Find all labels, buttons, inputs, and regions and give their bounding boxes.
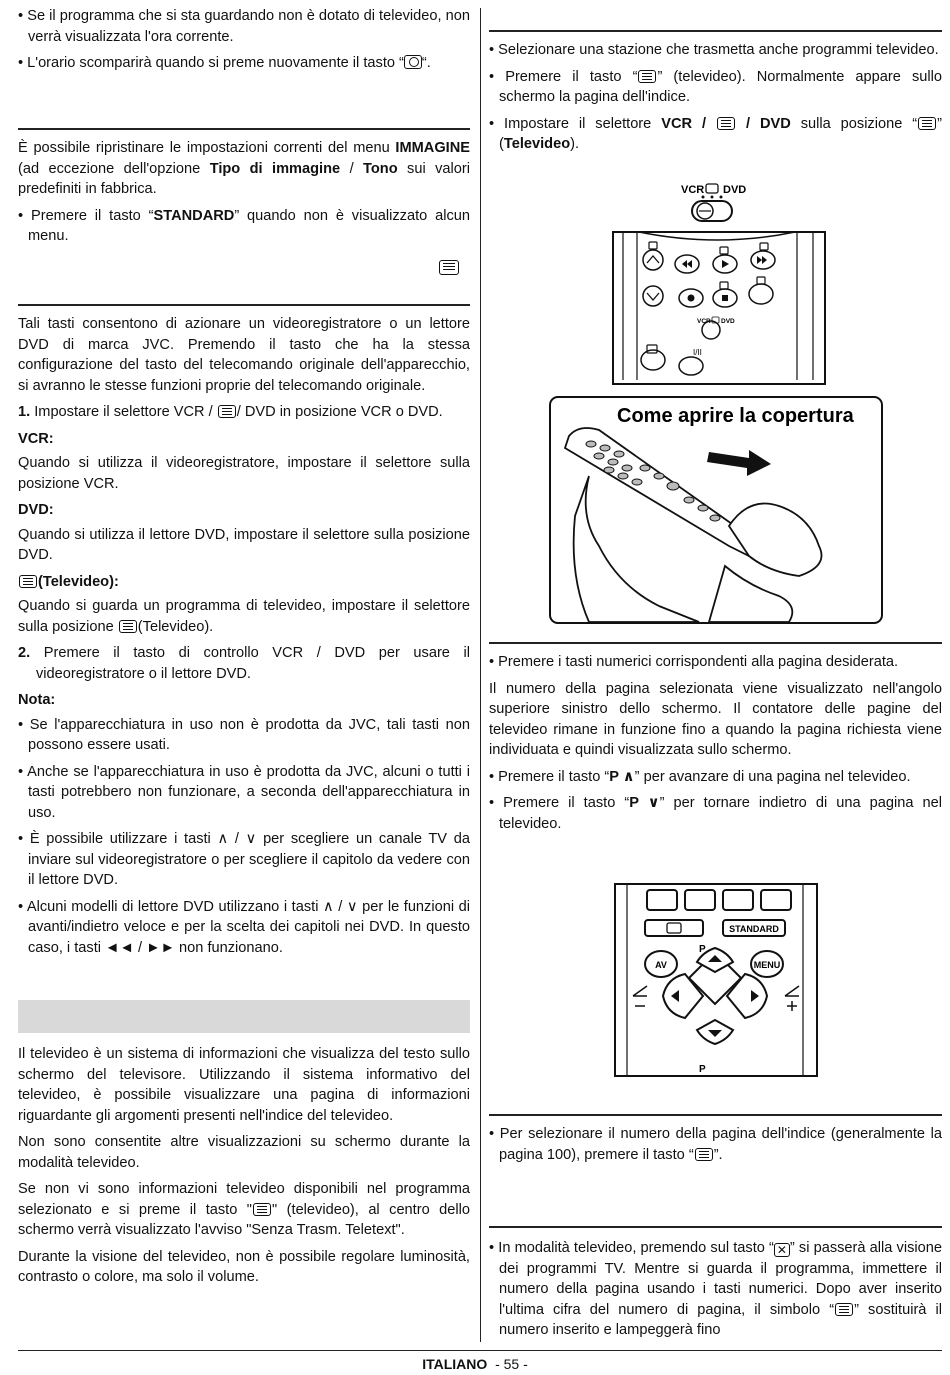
standard-reset-section	[18, 138, 470, 253]
teletext-icon	[119, 620, 137, 633]
section-divider	[489, 1226, 942, 1228]
teletext-step-3: • Impostare il selettore VCR / / DVD sulla posizione “ ” (Televideo).	[489, 115, 943, 152]
vcr-heading: VCR:	[18, 430, 54, 447]
clock-note-2: • L'orario scomparirà quando si preme nuovamente il tasto “ “.	[18, 55, 431, 71]
section-divider	[18, 304, 470, 306]
index-icon	[695, 1148, 713, 1161]
down-button	[643, 286, 663, 306]
vcr-label: VCR	[681, 184, 705, 196]
column-divider	[480, 8, 481, 1342]
teletext-heading: (Televideo):	[18, 572, 470, 593]
clock-note-1: • Se il programma che si sta guardando non è dotato di televideo, non verrà visualizzata l'ora corrente.	[18, 8, 470, 45]
section-header-band	[18, 1000, 470, 1033]
page-down-step: • Premere il tasto “P ∨” per tornare indietro di una pagina nel televideo.	[489, 795, 942, 832]
dvd-label-small: DVD	[721, 318, 735, 325]
teletext-icon	[638, 70, 656, 83]
teletext-intro-4: Durante la visione del televideo, non è possibile regolare luminosità, contrasto o colore, ma solo il volume.	[18, 1248, 470, 1285]
vcr-text: Quando si utilizza il videoregistratore, impostare il selettore sulla posizione VCR.	[18, 455, 470, 492]
note-bullet-2: • Anche se l'apparecchiatura in uso è prodotta da JVC, alcuni o tutti i tasti potrebbero non funzionare, a seconda dell'apparecchiatura in uso.	[18, 763, 470, 821]
note-bullet-1: • Se l'apparecchiatura in uso non è prodotta da JVC, tali tasti non possono essere usati.	[18, 716, 470, 753]
step-1: 1. Impostare il selettore VCR / / DVD in posizione VCR o DVD.	[18, 404, 443, 420]
index-section	[489, 1124, 942, 1171]
teletext-icon	[706, 184, 718, 193]
dvd-heading: DVD:	[18, 502, 54, 518]
clock-notes	[18, 6, 470, 80]
vcr-label-small: VCR	[697, 318, 711, 325]
teletext-icon	[439, 260, 459, 275]
standby-button	[749, 284, 773, 304]
cancel-icon: ✕	[774, 1243, 790, 1257]
note-heading: Nota:	[18, 692, 56, 708]
teletext-icon	[218, 405, 236, 418]
standard-bullet: • Premere il tasto “STANDARD” quando non è visualizzato alcun menu.	[18, 207, 470, 244]
teletext-text: Quando si guarda un programma di televideo, impostare il selettore sulla posizione (Televideo).	[18, 598, 470, 635]
page-select-section	[489, 652, 942, 840]
teletext-icon	[253, 1203, 271, 1216]
dvd-label: DVD	[723, 184, 747, 196]
page-counter-text: Il numero della pagina selezionata viene visualizzato nell'angolo superiore sinistro dello schermo. Il contatore delle pagine del televideo rimane in funzione fino a quando la pagina richiesta viene individuata e quindi visualizzata sullo schermo.	[489, 680, 942, 758]
step-2: 2. Premere il tasto di controllo VCR / DVD per usare il videoregistratore o il lettore DVD.	[18, 645, 470, 682]
color-button-green	[685, 890, 715, 910]
section-divider	[489, 30, 942, 32]
color-button-red	[647, 890, 677, 910]
clock-icon	[404, 55, 422, 69]
teletext-on-section	[489, 40, 942, 161]
i-ii-label: I/II	[693, 348, 702, 357]
color-button-yellow	[723, 890, 753, 910]
teletext-icon	[717, 117, 735, 130]
jvc-intro: Tali tasti consentono di azionare un videoregistratore o un lettore DVD di marca JVC. Premendo il tasto che ha la stessa configurazione del tasto del telecomando originale dell'apparecchio, si avranno le stesse funzioni proprie del telecomando originale.	[18, 316, 470, 394]
page-up-step: • Premere il tasto “P ∧” per avanzare di una pagina nel televideo.	[489, 768, 911, 785]
teletext-step-1: • Selezionare una stazione che trasmetta anche programmi televideo.	[489, 42, 939, 58]
tv-mode-section	[489, 1238, 942, 1347]
av-label: AV	[655, 960, 667, 970]
section-divider	[489, 1114, 942, 1116]
teletext-intro-3: Se non vi sono informazioni televideo disponibili nel programma selezionato e si preme il tasto " " (televideo), al centro dello schermo verrà visualizzato l'avviso "Senza Trasm. Teletext".	[18, 1181, 471, 1238]
footer-divider	[18, 1350, 942, 1351]
section-divider	[489, 642, 942, 644]
dvd-text: Quando si utilizza il lettore DVD, impostare il selettore sulla posizione DVD.	[18, 526, 470, 563]
teletext-icon	[835, 1303, 853, 1316]
p-up-label: P	[699, 944, 706, 955]
index-step: • Per selezionare il numero della pagina dell'indice (generalmente la pagina 100), premere il tasto “ ”.	[489, 1126, 942, 1163]
color-button-blue	[761, 890, 791, 910]
selector-remote-figure	[609, 180, 829, 386]
note-bullet-3: • È possibile utilizzare i tasti ∧ / ∨ per scegliere un canale TV da inviare sul videoregistratore o per scegliere il capitolo da vedere con il lettore DVD.	[18, 831, 470, 888]
teletext-intro-2: Non sono consentite altre visualizzazioni su schermo durante la modalità televideo.	[18, 1134, 470, 1171]
menu-label: MENU	[753, 960, 781, 970]
teletext-icon	[918, 117, 936, 130]
section-divider	[18, 128, 470, 130]
up-button	[643, 250, 663, 270]
figure-caption: Come aprire la copertura	[617, 405, 854, 427]
teletext-intro-section	[18, 1044, 470, 1294]
p-down-label: P	[699, 1064, 706, 1075]
tv-mode-step: • In modalità televideo, premendo sul tasto “ ✕ ” si passerà alla visione dei programmi TV. Mentre si guarda il programma, immettere il numero della pagina usando i tasti numerici. Dopo aver inserito l'ultima cifra del numero di pagina, il simbolo “ ” sostituirà il numero inserito e lampeggerà fino	[489, 1240, 942, 1338]
teletext-intro-1: Il televideo è un sistema di informazioni che visualizza del testo sullo schermo del televisore. Utilizzando il sistema informativo del televideo, è possibile visualizzare una pagina di informazioni riguardante gli argomenti presenti nell'indice del televideo.	[18, 1046, 470, 1124]
i-ii-button	[679, 357, 703, 375]
navigation-remote-figure	[613, 882, 819, 1078]
note-bullet-4: • Alcuni modelli di lettore DVD utilizzano i tasti ∧ / ∨ per le funzioni di avanti/indietro veloce e per la scelta dei capitoli nei DVD. In questo caso, i tasti ◄◄ / ►► non funzionano.	[18, 898, 470, 956]
standard-label: STANDARD	[729, 924, 779, 934]
teletext-icon	[19, 575, 37, 588]
page-step-1: • Premere i tasti numerici corrispondenti alla pagina desiderata.	[489, 654, 899, 670]
jvc-control-section	[18, 314, 470, 964]
standard-reset-text: È possibile ripristinare le impostazioni correnti del menu IMMAGINE (ad eccezione dell'opzione Tipo di immagine / Tono sui valori predefiniti in fabbrica.	[18, 140, 470, 197]
open-cover-figure	[549, 396, 883, 624]
page-footer: ITALIANO - 55 -	[422, 1356, 528, 1372]
teletext-step-2: • Premere il tasto “ ” (televideo). Normalmente appare sullo schermo la pagina dell'indice.	[489, 68, 942, 105]
